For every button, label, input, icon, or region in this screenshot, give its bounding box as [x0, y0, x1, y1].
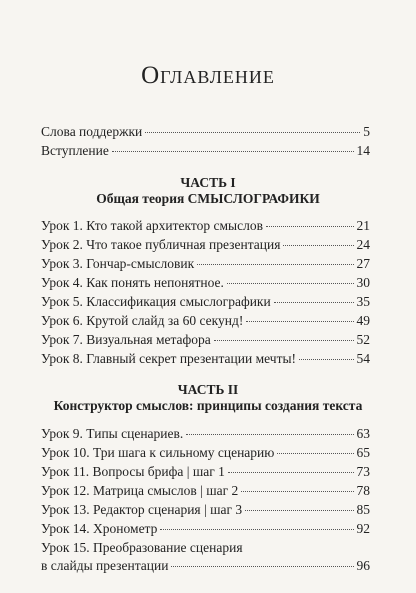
leader-dots [112, 151, 354, 152]
toc-entry-label: Урок 9. Типы сценариев. [41, 426, 184, 441]
toc-entry-support [41, 124, 370, 142]
toc-page-number: 27 [356, 256, 370, 271]
toc-entry-label-continued: в слайды презентации [41, 558, 169, 573]
leader-dots [145, 132, 360, 133]
toc-entry-label: Урок 1. Кто такой архитектор смыслов [41, 218, 263, 233]
toc-page-number: 63 [356, 426, 370, 441]
leader-dots [299, 359, 353, 360]
toc-page-number: 65 [356, 445, 370, 460]
leader-dots [227, 283, 354, 284]
toc-page-number: 5 [363, 124, 370, 139]
toc-page-number: 30 [356, 275, 370, 290]
toc-entry-label: Вступление [41, 143, 109, 158]
toc-page-number: 78 [356, 483, 370, 498]
toc-entry-lesson-12 [41, 483, 370, 501]
toc-entry-lesson-11 [41, 464, 370, 482]
toc-page-number: 85 [356, 502, 370, 517]
toc-entry-introduction [41, 143, 370, 161]
toc-page-number: 21 [356, 218, 370, 233]
toc-page-number: 96 [356, 558, 370, 573]
page-title: Оглавление [141, 62, 275, 89]
leader-dots [214, 340, 354, 341]
leader-dots [160, 529, 353, 530]
toc-entry-lesson-5 [41, 294, 370, 312]
leader-dots [277, 453, 353, 454]
toc-entry-label: Урок 15. Преобразование сценария [41, 540, 243, 555]
toc-page-number: 35 [356, 294, 370, 309]
part-1-heading: ЧАСТЬ I [180, 175, 236, 190]
toc-entry-label: Урок 6. Крутой слайд за 60 секунд! [41, 313, 244, 328]
toc-entry-lesson-13 [41, 502, 370, 520]
toc-page-number: 54 [356, 351, 370, 366]
toc-entry-lesson-6 [41, 313, 370, 331]
toc-entry-lesson-7 [41, 332, 370, 350]
toc-entry-lesson-8 [41, 351, 370, 369]
leader-dots [197, 264, 353, 265]
toc-page-number: 14 [356, 143, 370, 158]
toc-entry-lesson-4 [41, 275, 370, 293]
toc-entry-lesson-1 [41, 218, 370, 236]
part-1-subtitle: Общая теория СМЫСЛОГРАФИКИ [96, 191, 320, 206]
leader-dots [228, 472, 354, 473]
toc-entry-label: Урок 13. Редактор сценария | шаг 3 [41, 502, 243, 517]
leader-dots [246, 321, 353, 322]
toc-entry-label: Урок 4. Как понять непонятное. [41, 275, 224, 290]
toc-entry-lesson-10 [41, 445, 370, 463]
toc-page-number: 92 [356, 521, 370, 536]
leader-dots [171, 566, 353, 567]
leader-dots [274, 302, 354, 303]
toc-page-number: 24 [356, 237, 370, 252]
toc-entry-label: Урок 3. Гончар-смысловик [41, 256, 195, 271]
toc-entry-label: Урок 8. Главный секрет презентации мечты! [41, 351, 297, 366]
toc-page-number: 73 [356, 464, 370, 479]
toc-entry-lesson-9 [41, 426, 370, 444]
leader-dots [283, 245, 353, 246]
toc-entry-label: Урок 2. Что такое публичная презентация [41, 237, 281, 252]
toc-entry-label: Урок 5. Классификация смыслографики [41, 294, 271, 309]
part-2-subtitle: Конструктор смыслов: принципы создания текста [53, 398, 363, 413]
toc-entry-label: Урок 10. Три шага к сильному сценарию [41, 445, 275, 460]
leader-dots [186, 434, 353, 435]
toc-entry-lesson-2 [41, 237, 370, 255]
toc-entry-label: Урок 7. Визуальная метафора [41, 332, 211, 347]
toc-entry-label: Урок 14. Хронометр [41, 521, 158, 536]
toc-page-number: 49 [356, 313, 370, 328]
leader-dots [245, 510, 353, 511]
leader-dots [266, 226, 354, 227]
toc-entry-label: Урок 12. Матрица смыслов | шаг 2 [41, 483, 239, 498]
leader-dots [241, 491, 353, 492]
toc-entry-continuation [41, 558, 370, 576]
toc-entry-label: Слова поддержки [41, 124, 143, 139]
toc-entry-lesson-3 [41, 256, 370, 274]
toc-entry-lesson-14 [41, 521, 370, 539]
part-2-heading: ЧАСТЬ II [177, 382, 239, 397]
toc-entry-label: Урок 11. Вопросы брифа | шаг 1 [41, 464, 225, 479]
toc-page-number: 52 [356, 332, 370, 347]
